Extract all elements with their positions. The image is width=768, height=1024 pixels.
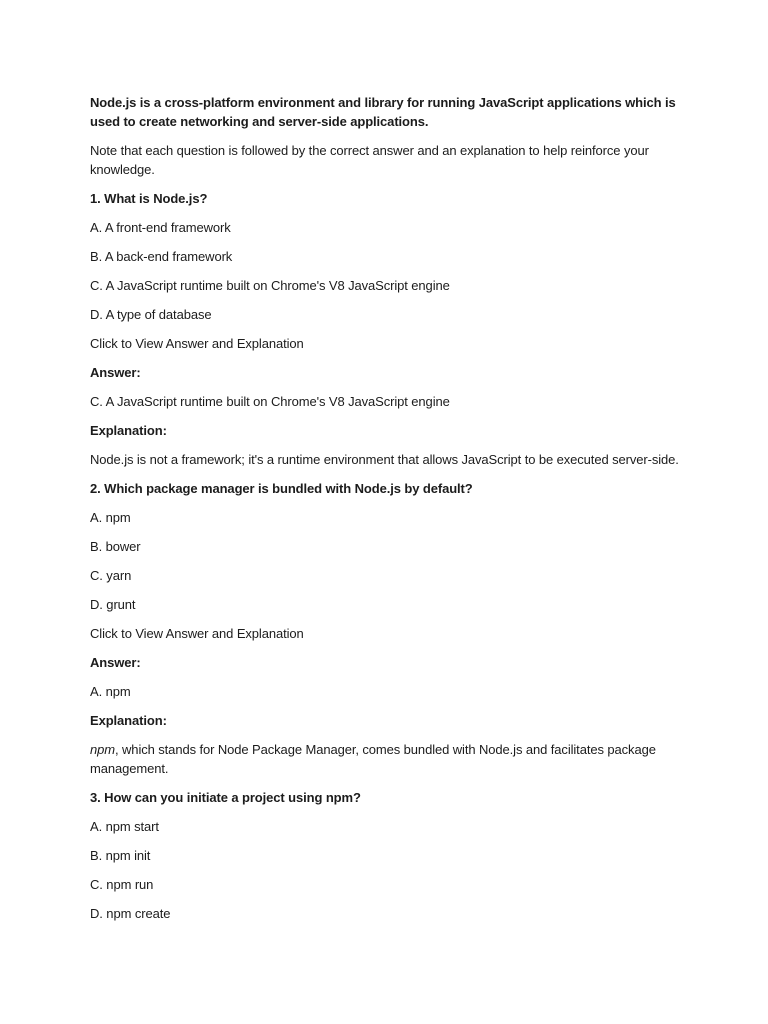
- question-1-explanation: Node.js is not a framework; it's a runtime environment that allows JavaScript to be executed server-side.: [90, 452, 679, 467]
- intro-lead: Node.js is a cross-platform environment and library for running JavaScript applications which is used to create networking and server-side applications.: [90, 95, 676, 129]
- question-3-option-d: D. npm create: [90, 906, 171, 921]
- question-2-explanation-term: npm: [90, 742, 115, 757]
- question-2-explanation: [90, 740, 690, 778]
- question-1-title: 1. What is Node.js?: [90, 191, 208, 206]
- question-2-explanation-text: , which stands for Node Package Manager, comes bundled with Node.js and facilitates package management.: [90, 742, 656, 776]
- question-3-option-b: B. npm init: [90, 848, 151, 863]
- question-1-explanation-label: Explanation:: [90, 423, 167, 438]
- question-2-option-c: C. yarn: [90, 568, 132, 583]
- question-1-answer-label: Answer:: [90, 365, 141, 380]
- question-1-option-b: B. A back-end framework: [90, 249, 233, 264]
- question-1-answer: C. A JavaScript runtime built on Chrome's V8 JavaScript engine: [90, 394, 450, 409]
- question-1-option-c: C. A JavaScript runtime built on Chrome's V8 JavaScript engine: [90, 278, 450, 293]
- question-2-option-b: B. bower: [90, 539, 141, 554]
- question-2-answer-label: Answer:: [90, 655, 141, 670]
- document-page: [90, 93, 690, 933]
- question-2-explanation-label: Explanation:: [90, 713, 167, 728]
- question-3-title: 3. How can you initiate a project using npm?: [90, 790, 361, 805]
- question-2-view-answer-link[interactable]: Click to View Answer and Explanation: [90, 626, 304, 641]
- question-1-view-answer-link[interactable]: Click to View Answer and Explanation: [90, 336, 304, 351]
- intro-note: Note that each question is followed by the correct answer and an explanation to help reinforce your knowledge.: [90, 143, 649, 177]
- question-2-answer: A. npm: [90, 684, 131, 699]
- question-3-option-a: A. npm start: [90, 819, 159, 834]
- question-2-title: 2. Which package manager is bundled with Node.js by default?: [90, 481, 473, 496]
- question-2-option-d: D. grunt: [90, 597, 136, 612]
- question-1-option-d: D. A type of database: [90, 307, 212, 322]
- question-2-option-a: A. npm: [90, 510, 131, 525]
- question-1-option-a: A. A front-end framework: [90, 220, 231, 235]
- question-3-option-c: C. npm run: [90, 877, 154, 892]
